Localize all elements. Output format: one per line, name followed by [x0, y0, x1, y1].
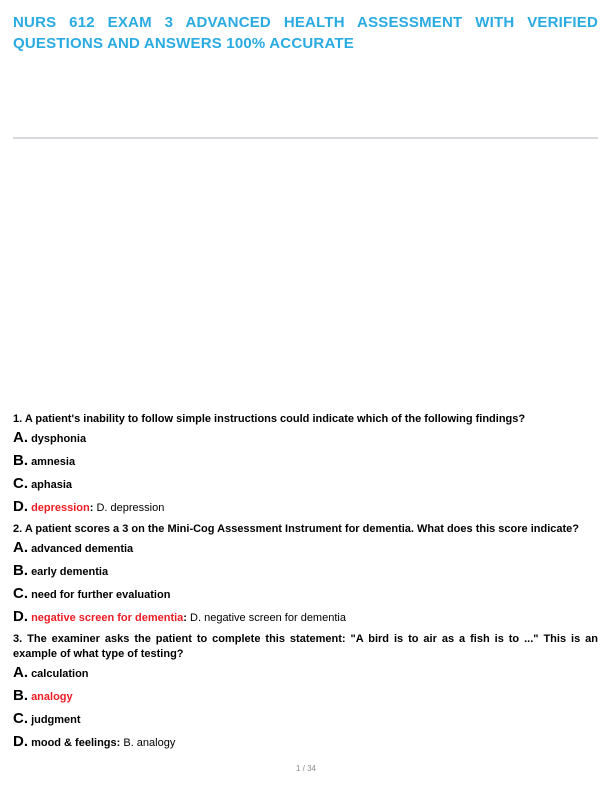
question-text: 1. A patient's inability to follow simple instructions could indicate which of the following findings?: [13, 413, 526, 425]
option-letter: B.: [13, 562, 28, 579]
question-1: [13, 412, 598, 519]
option-letter: D.: [13, 733, 28, 750]
option-text: early dementia: [31, 566, 109, 578]
option-colon: :: [116, 737, 121, 749]
answer-option: [13, 708, 598, 731]
option-text: aphasia: [31, 479, 73, 491]
option-text: negative screen for dementia: [31, 612, 184, 624]
answer-option: [13, 560, 598, 583]
answer-option: [13, 473, 598, 496]
answer-option: [13, 496, 598, 519]
option-letter: C.: [13, 585, 28, 602]
option-text: advanced dementia: [31, 543, 134, 555]
answer-option: [13, 427, 598, 450]
questions-section: [13, 412, 598, 757]
answer-option: [13, 685, 598, 708]
option-text: need for further evaluation: [31, 589, 171, 601]
answer-option: [13, 731, 598, 754]
option-letter: A.: [13, 539, 28, 556]
horizontal-divider: [13, 137, 598, 139]
option-letter: D.: [13, 498, 28, 515]
page-number: 1 / 34: [295, 764, 316, 773]
option-letter: B.: [13, 452, 28, 469]
option-answer: D. depression: [96, 502, 165, 514]
option-letter: A.: [13, 664, 28, 681]
option-letter: D.: [13, 608, 28, 625]
question-text: 2. A patient scores a 3 on the Mini-Cog Assessment Instrument for dementia. What does this score indicate?: [13, 523, 580, 535]
question-2: [13, 522, 598, 629]
option-letter: C.: [13, 475, 28, 492]
option-colon: :: [89, 502, 94, 514]
option-letter: C.: [13, 710, 28, 727]
option-text: mood & feelings: [31, 737, 117, 749]
option-answer: B. analogy: [123, 737, 176, 749]
option-text: analogy: [31, 691, 73, 703]
answer-option: [13, 606, 598, 629]
option-text: calculation: [31, 668, 89, 680]
title-line-2: QUESTIONS AND ANSWERS 100% ACCURATE: [13, 35, 354, 52]
option-text: judgment: [31, 714, 81, 726]
option-colon: :: [183, 612, 187, 624]
option-answer: D. negative screen for dementia: [190, 612, 346, 624]
answer-option: [13, 450, 598, 473]
answer-option: [13, 537, 598, 560]
option-text: depression: [31, 502, 90, 514]
question-text: 3. The examiner asks the patient to complete this statement: "A bird is to air as a fish is to ..." This is an example of what type of testing?: [13, 633, 598, 660]
option-text: amnesia: [31, 456, 76, 468]
question-3: [13, 632, 598, 754]
answer-option: [13, 662, 598, 685]
option-text: dysphonia: [31, 433, 87, 445]
option-letter: B.: [13, 687, 28, 704]
title-line-1: NURS 612 EXAM 3 ADVANCED HEALTH ASSESSMENT WITH VERIFIED: [13, 14, 598, 31]
document-title: [13, 12, 598, 54]
option-letter: A.: [13, 429, 28, 446]
answer-option: [13, 583, 598, 606]
